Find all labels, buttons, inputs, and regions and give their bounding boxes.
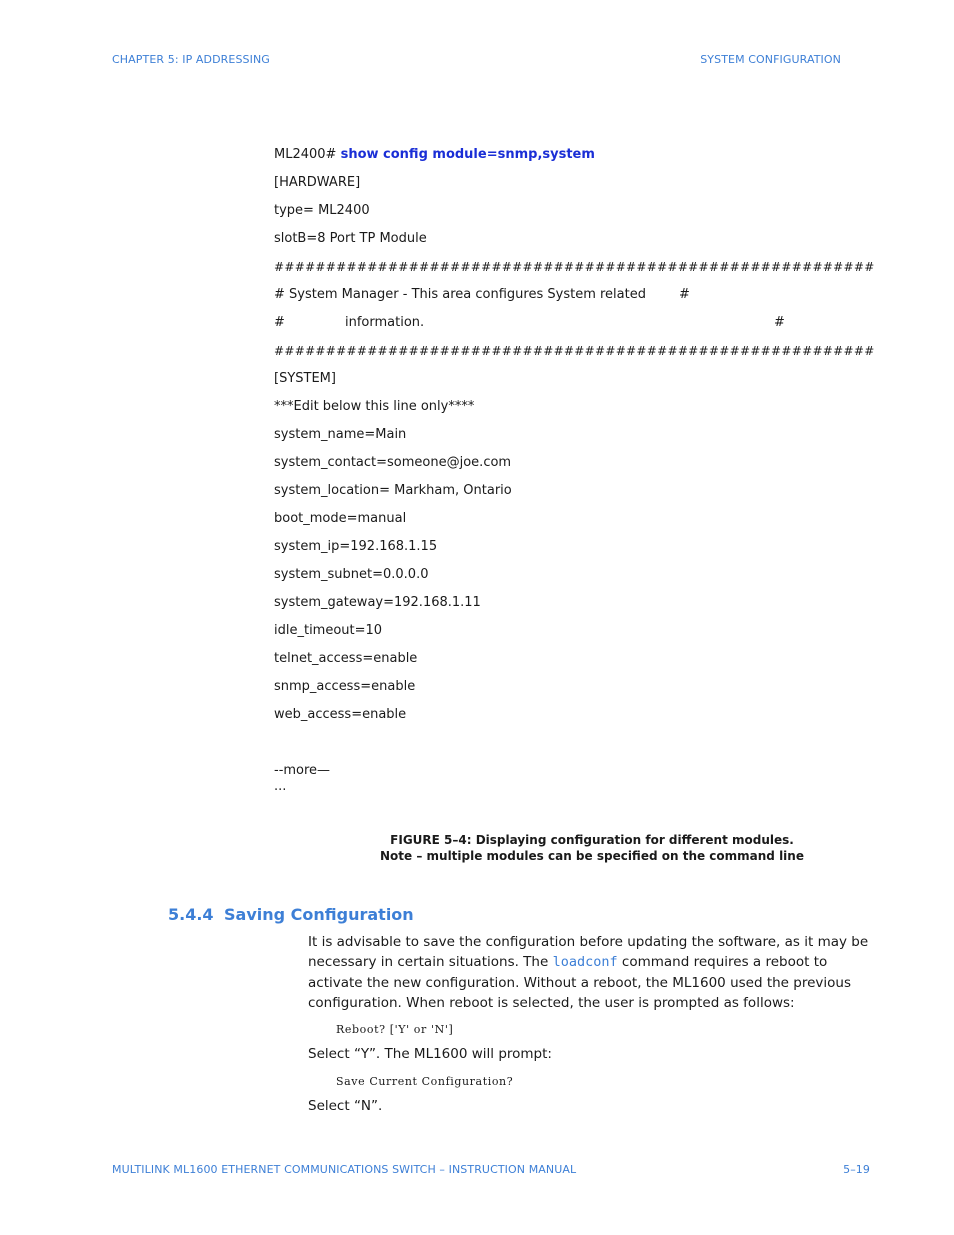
inline-command-code: loadconf: [552, 954, 618, 971]
config-line-web-access: web_access=enable: [274, 707, 407, 722]
continuation-ellipsis: ...: [274, 779, 287, 794]
comment-text: information.: [345, 315, 425, 330]
body-line-select-n: Select “N”.: [308, 1098, 383, 1114]
paragraph-text: command requires a reboot to activate the new configuration. Without a reboot, the ML1600 used the previous configuration. When reboot is selected, the user is prompted as follows:: [308, 954, 851, 1012]
config-line-system-location: system_location= Markham, Ontario: [274, 483, 512, 498]
config-listing: [274, 146, 875, 802]
running-footer-title: MULTILINK ML1600 ETHERNET COMMUNICATIONS SWITCH – INSTRUCTION MANUAL: [112, 1163, 577, 1176]
running-header-section: SYSTEM CONFIGURATION: [700, 53, 841, 66]
config-line-edit-note: ***Edit below this line only****: [274, 399, 475, 414]
comment-text: # System Manager - This area configures System related: [274, 287, 646, 302]
paragraph-text: It is advisable to save the configuration before updating the software, as it may be necessary in certain situations. The: [308, 934, 869, 971]
config-line-hardware-header: [HARDWARE]: [274, 175, 361, 190]
config-line-snmp-access: snmp_access=enable: [274, 679, 416, 694]
figure-caption-title: FIGURE 5–4: Displaying configuration for different modules.: [390, 833, 794, 847]
section-heading: [168, 905, 414, 924]
config-line-idle-timeout: idle_timeout=10: [274, 623, 383, 638]
config-line-system-header: [SYSTEM]: [274, 371, 336, 386]
config-line-hash-border-top: ##########################################################: [274, 260, 875, 274]
config-line-type: type= ML2400: [274, 203, 370, 218]
comment-hash: #: [679, 287, 690, 302]
config-line-system-subnet: system_subnet=0.0.0.0: [274, 567, 429, 582]
command-text: show config module=snmp,system: [340, 147, 595, 162]
section-title: Saving Configuration: [224, 905, 414, 924]
comment-hash: #: [774, 315, 785, 330]
config-line-telnet-access: telnet_access=enable: [274, 651, 418, 666]
config-blank-line: [274, 734, 834, 762]
config-line-system-ip: system_ip=192.168.1.15: [274, 539, 438, 554]
body-line-select-y: Select “Y”. The ML1600 will prompt:: [308, 1046, 552, 1062]
comment-hash: #: [274, 315, 285, 330]
figure-caption-note: Note – multiple modules can be specified on the command line: [380, 849, 804, 863]
section-number: 5.4.4: [168, 905, 214, 924]
config-line-system-name: system_name=Main: [274, 427, 407, 442]
body-paragraph: [308, 932, 874, 1014]
more-prompt: --more—: [274, 763, 331, 778]
config-line-comment-1: [274, 286, 834, 314]
code-reboot-prompt: Reboot? ['Y' or 'N']: [336, 1023, 454, 1036]
config-line-system-contact: system_contact=someone@joe.com: [274, 455, 512, 470]
code-save-prompt: Save Current Configuration?: [336, 1075, 514, 1088]
config-line-system-gateway: system_gateway=192.168.1.11: [274, 595, 481, 610]
command-prompt: ML2400#: [274, 147, 341, 162]
figure-caption: [380, 832, 804, 864]
config-line-slotb: slotB=8 Port TP Module: [274, 231, 427, 246]
config-line-hash-border-bottom: ##########################################################: [274, 344, 875, 358]
page-number: 5–19: [843, 1163, 870, 1176]
command-line: [274, 146, 834, 174]
config-line-comment-2: [274, 314, 834, 342]
config-line-boot-mode: boot_mode=manual: [274, 511, 407, 526]
running-header-chapter: CHAPTER 5: IP ADDRESSING: [112, 53, 270, 66]
